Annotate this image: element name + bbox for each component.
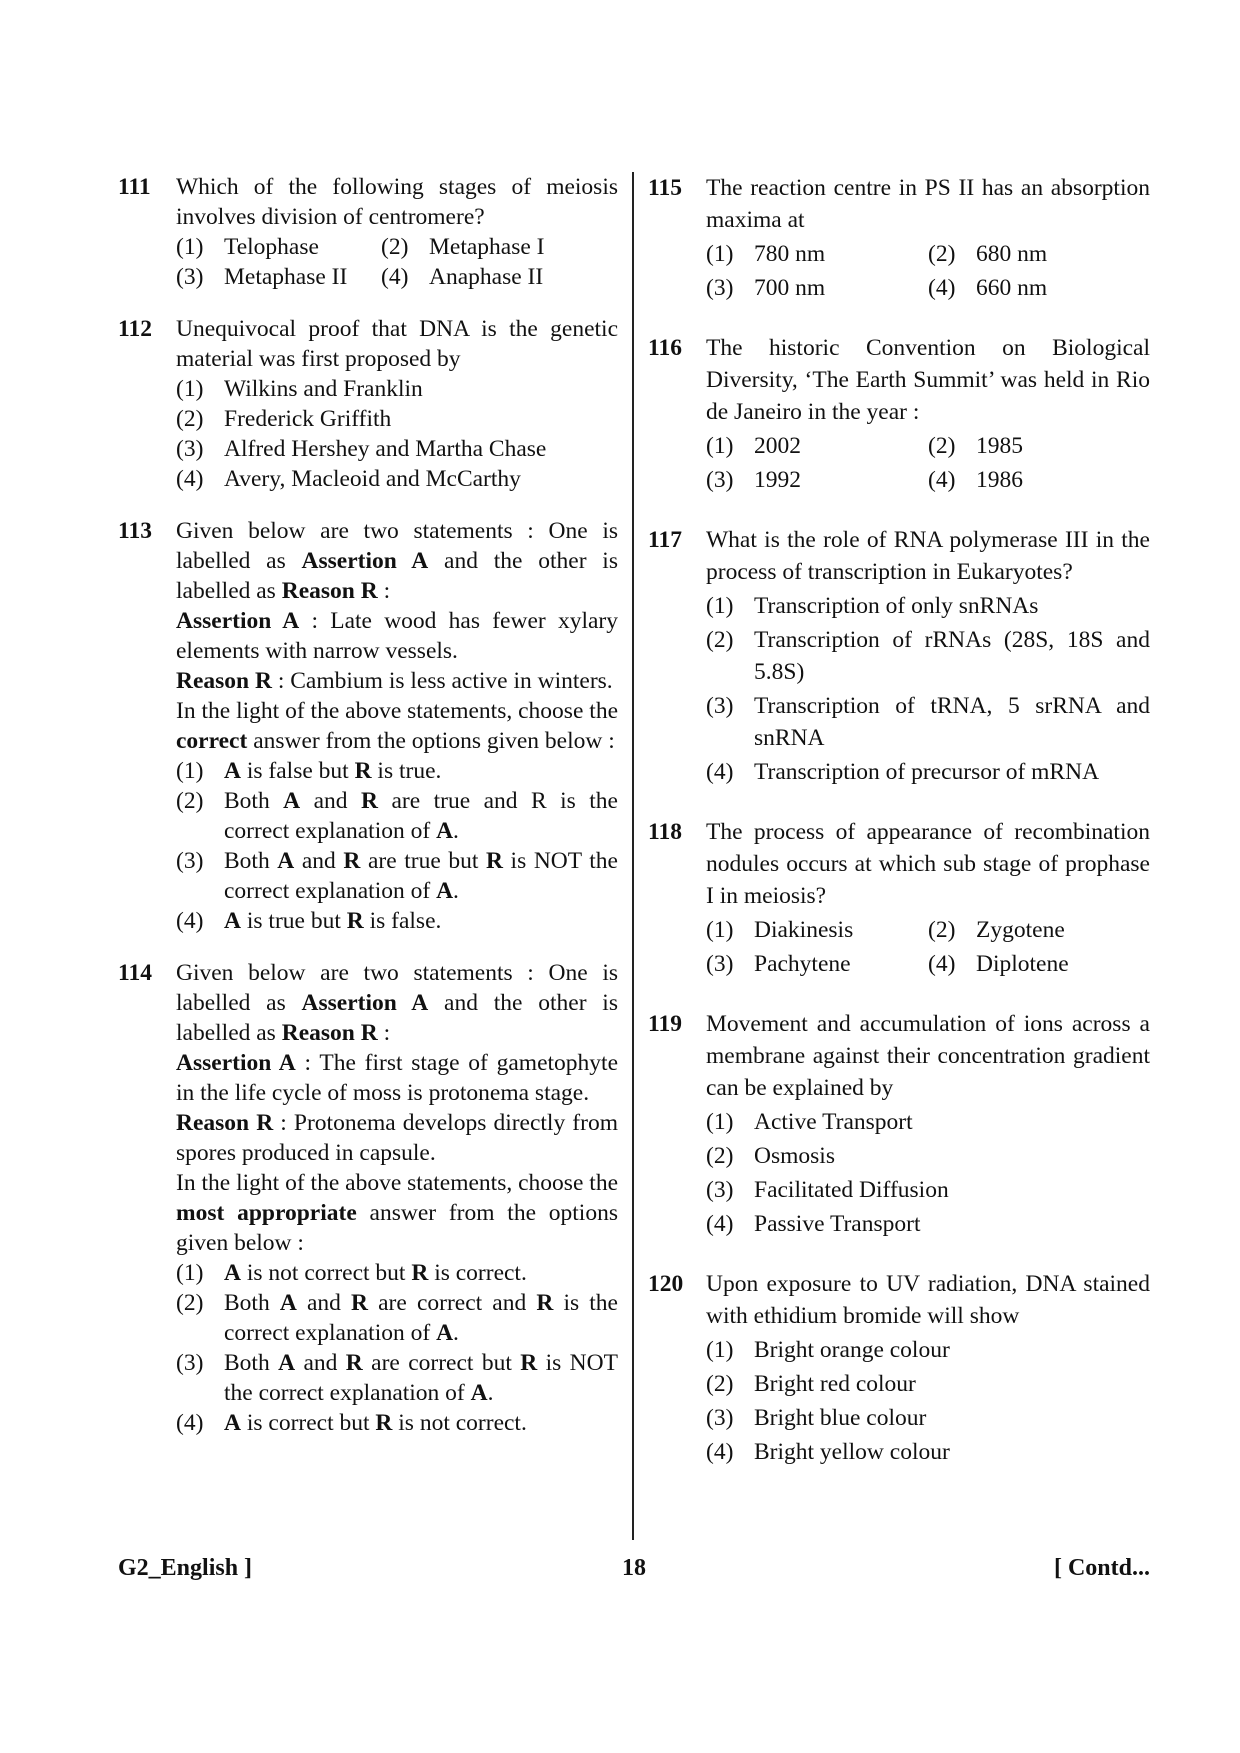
question-113 [118, 516, 618, 936]
option-text: Bright blue colour [754, 1405, 927, 1431]
question-body [176, 516, 618, 936]
options-list [176, 232, 618, 292]
option-text: Active Transport [754, 1109, 913, 1135]
option [706, 756, 1150, 788]
option-number: (4) [176, 466, 204, 492]
question-text: Unequivocal proof that DNA is the genetic material was first proposed by [176, 316, 618, 372]
question-text: The historic Convention on Biological Diversity, ‘The Earth Summit’ was held in Rio de Janeiro in the year : [706, 335, 1150, 425]
question-text: Given below are two statements : One is labelled as Assertion A and the other is labelled as Reason R : Assertion A : The first stage of gametophyte in the life cycle of moss is protonema stage. Reason R : Protonema develops directly from spores produced in capsule. In the light of the above statements, choose the most appropriate answer from the options given below : [176, 960, 618, 1256]
option-text: A is not correct but R is correct. [224, 1260, 527, 1286]
option-number: (4) [381, 264, 409, 290]
option-number: (4) [706, 1211, 734, 1237]
option [928, 914, 1150, 946]
option-number: (4) [928, 467, 956, 493]
option [706, 1334, 1150, 1366]
option-text: Diplotene [976, 951, 1069, 977]
option-text: Anaphase II [429, 264, 544, 290]
question-body [706, 816, 1150, 980]
question-number: 111 [118, 174, 151, 200]
option [176, 756, 618, 786]
option-text: Frederick Griffith [224, 406, 392, 432]
option-number: (3) [706, 951, 734, 977]
option-number: (1) [706, 1109, 734, 1135]
question-number: 116 [648, 335, 682, 361]
option-text: Telophase [224, 234, 319, 260]
option [928, 238, 1150, 270]
option-text: Both A and R are correct and R is the correct explanation of A. [224, 1290, 618, 1346]
option-text: Diakinesis [754, 917, 854, 943]
option [928, 272, 1150, 304]
question-body [176, 314, 618, 494]
option-text: Transcription of rRNAs (28S, 18S and 5.8S) [754, 627, 1150, 685]
option [706, 430, 928, 462]
option-number: (2) [706, 627, 734, 653]
options-list [706, 1334, 1150, 1468]
question-text: The reaction centre in PS II has an absorption maxima at [706, 175, 1150, 233]
option-number: (1) [706, 593, 734, 619]
option-text: Zygotene [976, 917, 1065, 943]
option-number: (4) [928, 951, 956, 977]
option-number: (3) [706, 275, 734, 301]
option-text: A is true but R is false. [224, 908, 442, 934]
option-number: (2) [381, 234, 409, 260]
option-text: Passive Transport [754, 1211, 921, 1237]
question-number: 117 [648, 527, 682, 553]
right-column [648, 172, 1150, 1468]
option-number: (3) [706, 1177, 734, 1203]
option [706, 1174, 1150, 1206]
option-text: 1985 [976, 433, 1023, 459]
option [706, 1402, 1150, 1434]
option-number: (3) [176, 436, 204, 462]
option [706, 272, 928, 304]
option [381, 232, 618, 262]
option [176, 1258, 618, 1288]
question-text: Upon exposure to UV radiation, DNA stained with ethidium bromide will show [706, 1271, 1150, 1329]
footer-page-number: 18 [622, 1555, 646, 1581]
option-text: Bright red colour [754, 1371, 916, 1397]
option-number: (3) [706, 467, 734, 493]
question-number: 115 [648, 175, 682, 201]
option-text: 680 nm [976, 241, 1048, 267]
option [706, 914, 928, 946]
option-number: (1) [176, 234, 204, 260]
question-116 [648, 332, 1150, 496]
question-112 [118, 314, 618, 494]
option-number: (2) [176, 406, 204, 432]
option-text: Both A and R are true and R is the correct explanation of A. [224, 788, 618, 844]
option-text: Pachytene [754, 951, 851, 977]
option-number: (4) [706, 759, 734, 785]
options-list [176, 1258, 618, 1438]
footer-continued: [ Contd... [1053, 1555, 1150, 1581]
left-column [118, 172, 618, 1438]
option-text: Metaphase I [429, 234, 545, 260]
question-number: 113 [118, 518, 152, 544]
question-119 [648, 1008, 1150, 1240]
option-number: (1) [706, 433, 734, 459]
question-text: Movement and accumulation of ions across a membrane against their concentration gradient can be explained by [706, 1011, 1150, 1101]
option [706, 690, 1150, 754]
option-number: (2) [928, 917, 956, 943]
question-text: The process of appearance of recombination nodules occurs at which sub stage of prophase I in meiosis? [706, 819, 1150, 909]
option-number: (1) [176, 1260, 204, 1286]
option-number: (4) [928, 275, 956, 301]
option-text: A is correct but R is not correct. [224, 1410, 527, 1436]
option-text: 1986 [976, 467, 1023, 493]
question-text: Given below are two statements : One is labelled as Assertion A and the other is labelled as Reason R : Assertion A : Late wood has fewer xylary elements with narrow vessels. Reason R : Cambium is less active in winters. In the light of the above statements, choose the correct answer from the options given below : [176, 518, 618, 754]
option-number: (4) [176, 908, 204, 934]
option-number: (2) [928, 433, 956, 459]
option-text: Alfred Hershey and Martha Chase [224, 436, 547, 462]
question-114 [118, 958, 618, 1438]
options-list [706, 236, 1150, 304]
question-120 [648, 1268, 1150, 1468]
option [176, 786, 618, 846]
option [706, 238, 928, 270]
option-text: Wilkins and Franklin [224, 376, 423, 402]
option [176, 374, 618, 404]
option-text: Avery, Macleoid and McCarthy [224, 466, 521, 492]
option-number: (2) [176, 1290, 204, 1316]
options-list [176, 374, 618, 494]
option [706, 464, 928, 496]
option [706, 1368, 1150, 1400]
option-number: (2) [706, 1143, 734, 1169]
option [706, 1140, 1150, 1172]
option [176, 1288, 618, 1348]
option-number: (1) [706, 1337, 734, 1363]
option [176, 262, 381, 292]
option [176, 404, 618, 434]
options-list [706, 912, 1150, 980]
options-list [706, 590, 1150, 788]
option-text: 660 nm [976, 275, 1048, 301]
option [706, 1208, 1150, 1240]
question-111 [118, 172, 618, 292]
option-number: (2) [176, 788, 204, 814]
option-number: (4) [176, 1410, 204, 1436]
footer-booklet-code: G2_English ] [118, 1555, 253, 1581]
option-text: Both A and R are correct but R is NOT the correct explanation of A. [224, 1350, 618, 1406]
options-list [176, 756, 618, 936]
option-text: 700 nm [754, 275, 826, 301]
options-list [706, 1106, 1150, 1240]
option [706, 624, 1150, 688]
option-number: (3) [176, 264, 204, 290]
option-number: (2) [706, 1371, 734, 1397]
option-number: (3) [176, 848, 204, 874]
question-text: What is the role of RNA polymerase III in the process of transcription in Eukaryotes? [706, 527, 1150, 585]
option-text: Transcription of only snRNAs [754, 593, 1039, 619]
question-body [706, 524, 1150, 788]
question-number: 114 [118, 960, 152, 986]
option-number: (4) [706, 1439, 734, 1465]
option-text: Osmosis [754, 1143, 835, 1169]
option-text: 2002 [754, 433, 801, 459]
question-115 [648, 172, 1150, 304]
question-body [706, 1268, 1150, 1468]
option-text: Bright orange colour [754, 1337, 950, 1363]
question-number: 120 [648, 1271, 684, 1297]
option-number: (1) [176, 376, 204, 402]
option [928, 464, 1150, 496]
question-body [706, 172, 1150, 304]
option-number: (1) [706, 241, 734, 267]
option [176, 906, 618, 936]
option-number: (1) [176, 758, 204, 784]
question-117 [648, 524, 1150, 788]
option-text: 780 nm [754, 241, 826, 267]
column-divider [632, 172, 634, 1540]
option [176, 434, 618, 464]
option-number: (3) [176, 1350, 204, 1376]
option-number: (1) [706, 917, 734, 943]
question-text: Which of the following stages of meiosis involves division of centromere? [176, 174, 618, 230]
option-text: Both A and R are true but R is NOT the correct explanation of A. [224, 848, 618, 904]
option [176, 1348, 618, 1408]
option-text: Bright yellow colour [754, 1439, 950, 1465]
option [176, 846, 618, 906]
question-number: 119 [648, 1011, 682, 1037]
option [176, 1408, 618, 1438]
question-body [706, 332, 1150, 496]
option [706, 590, 1150, 622]
option [706, 948, 928, 980]
question-number: 118 [648, 819, 682, 845]
option-text: Transcription of precursor of mRNA [754, 759, 1100, 785]
option [706, 1106, 1150, 1138]
option [176, 232, 381, 262]
option-number: (3) [706, 693, 734, 719]
options-list [706, 428, 1150, 496]
option [928, 948, 1150, 980]
question-body [706, 1008, 1150, 1240]
option-text: Metaphase II [224, 264, 348, 290]
option [706, 1436, 1150, 1468]
question-body [176, 958, 618, 1438]
question-number: 112 [118, 316, 152, 342]
option [381, 262, 618, 292]
option-text: 1992 [754, 467, 801, 493]
option-text: Transcription of tRNA, 5 srRNA and snRNA [754, 693, 1150, 751]
question-118 [648, 816, 1150, 980]
option [928, 430, 1150, 462]
option [176, 464, 618, 494]
question-body [176, 172, 618, 292]
option-text: Facilitated Diffusion [754, 1177, 949, 1203]
option-text: A is false but R is true. [224, 758, 442, 784]
option-number: (3) [706, 1405, 734, 1431]
option-number: (2) [928, 241, 956, 267]
